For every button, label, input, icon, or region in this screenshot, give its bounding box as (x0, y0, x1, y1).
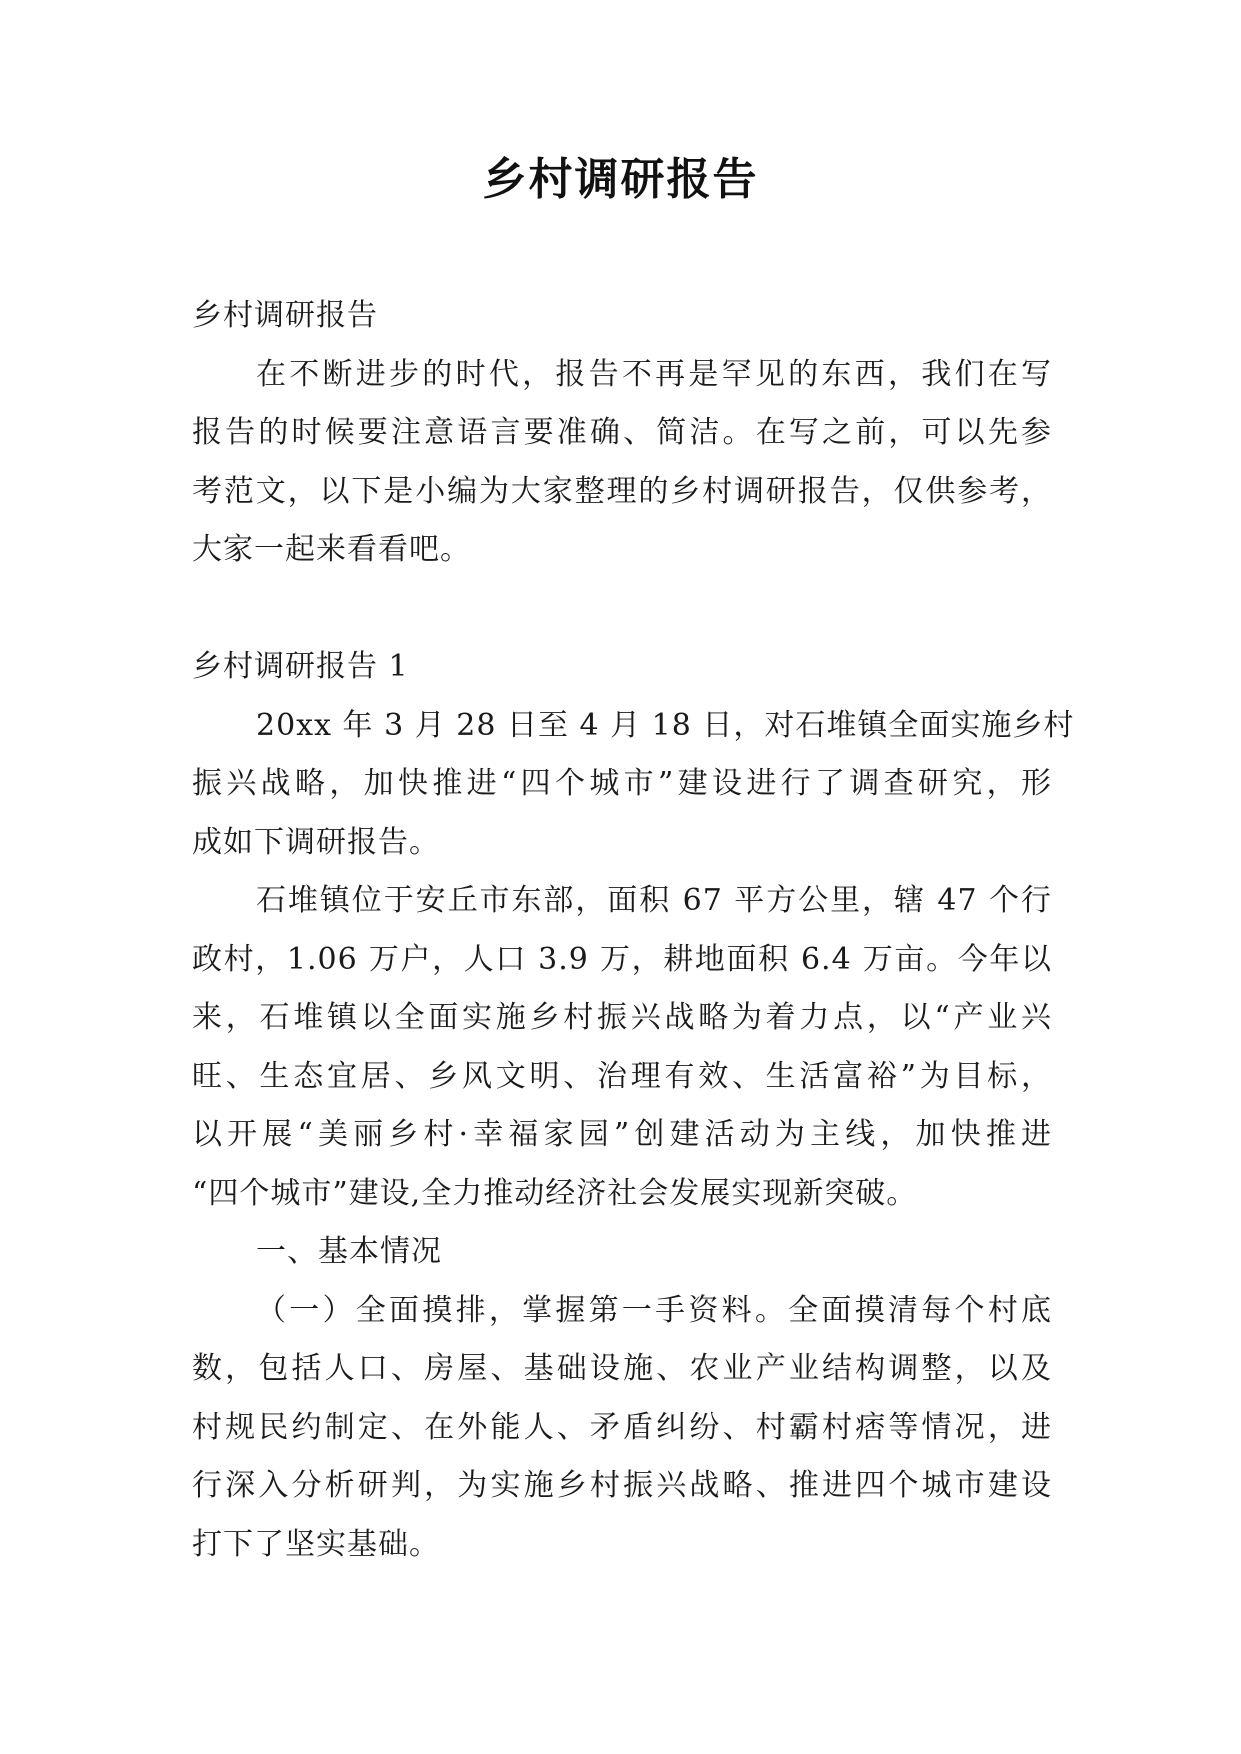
report1-para2-line-6: “四个城市”建设,全力推动经济社会发展实现新突破。 (192, 1175, 918, 1211)
report1-para2-line-2: 政村，1.06 万户，人口 3.9 万，耕地面积 6.4 万亩。今年以 (192, 941, 1052, 977)
section1-heading: 一、基本情况 (256, 1234, 442, 1269)
report1-para3-line-5: 打下了坚实基础。 (192, 1526, 440, 1562)
document-title: 乡村调研报告 (482, 154, 759, 205)
report1-para2-line-5: 以开展“美丽乡村·幸福家园”创建活动为主线，加快推进 (192, 1117, 1052, 1152)
intro-line-4: 大家一起来看看吧。 (192, 532, 471, 567)
report1-para3-line-1: （一）全面摸排，掌握第一手资料。全面摸清每个村底 (256, 1292, 1052, 1328)
intro-line-2: 报告的时候要注意语言要准确、简洁。在写之前，可以先参 (192, 415, 1052, 450)
document-body (192, 287, 1075, 1574)
intro-line-1: 在不断进步的时代，报告不再是罕见的东西，我们在写 (256, 356, 1052, 392)
report1-para2-line-3: 来，石堆镇以全面实施乡村振兴战略为着力点，以“产业兴 (192, 1000, 1052, 1035)
report1-para2-line-4: 旺、生态宜居、乡风文明、治理有效、生活富裕”为目标， (192, 1058, 1052, 1094)
report1-para1-line-3: 成如下调研报告。 (192, 824, 440, 860)
report1-heading: 乡村调研报告 1 (192, 649, 409, 684)
report1-para1-line-2: 振兴战略，加快推进“四个城市”建设进行了调查研究，形 (192, 766, 1052, 801)
report1-para2-line-1: 石堆镇位于安丘市东部，面积 67 平方公里，辖 47 个行 (256, 883, 1052, 918)
report1-para1-line-1: 20xx 年 3 月 28 日至 4 月 18 日，对石堆镇全面实施乡村 (256, 707, 1075, 743)
report1-para3-line-2: 数，包括人口、房屋、基础设施、农业产业结构调整，以及 (192, 1351, 1052, 1386)
paragraph-gap (192, 580, 1052, 639)
report1-para3-line-3: 村规民约制定、在外能人、矛盾纠纷、村霸村痞等情况，进 (192, 1409, 1052, 1445)
report1-para3-line-4: 行深入分析研判，为实施乡村振兴战略、推进四个城市建设 (192, 1468, 1052, 1503)
intro-heading: 乡村调研报告 (192, 298, 378, 333)
intro-line-3: 考范文，以下是小编为大家整理的乡村调研报告，仅供参考， (192, 473, 1052, 509)
